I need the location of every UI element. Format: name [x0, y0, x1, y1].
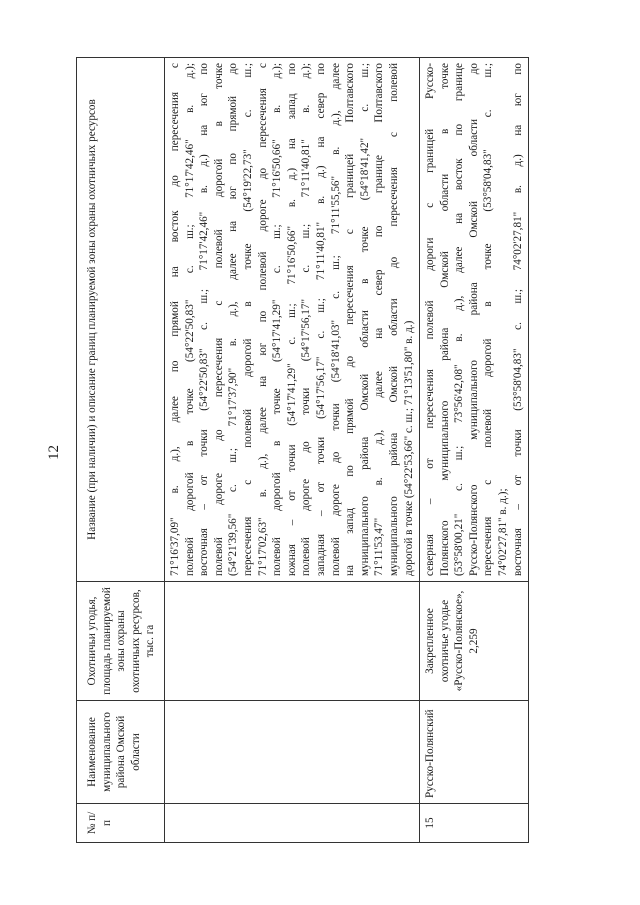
- cell-district: Русско-Полянский: [420, 701, 529, 804]
- header-num: № п/п: [77, 804, 165, 843]
- cell-hunting-ground-continued: [165, 582, 420, 701]
- cell-num: 15: [420, 804, 529, 843]
- description-line: северная – от пересечения полевой дороги с границей Русско-: [424, 63, 437, 576]
- description-line: (53°58'00,21" с. ш.; 73°56'42,08" в. д.), далее на восток по границе: [453, 63, 466, 576]
- description-line: полевой дороге до пересечения с полевой дорогой в точке: [212, 63, 225, 576]
- description-line: пересечения с полевой дорогой в точке (53°58'04,83" с. ш.;: [482, 63, 495, 576]
- description-line: 71°17'02,63" в. д.), далее на юг по полевой дороге до пересечения с: [256, 63, 269, 576]
- description-line: 71°16'37,09" в. д.), далее по прямой на восток до пересечения с: [169, 63, 181, 576]
- table-row: [420, 58, 529, 843]
- header-description: Название (при наличии) и описание границ планируемой зоны охраны охотничьих ресурсов: [77, 58, 165, 582]
- table-header-row: [77, 58, 165, 843]
- description-line: дорогой в точке (54°22'53,66" с. ш.; 71°13'51,80" в. д.): [402, 320, 415, 576]
- description-line: Русско-Полянского муниципального района Омской области до: [467, 63, 480, 576]
- cell-hunting-ground: Закрепленное охотничье угодье «Русско-Полянское», 2,259: [420, 582, 529, 701]
- table-row: [165, 58, 420, 843]
- header-hunting-ground: Охотничьи угодья, площадь планируемой зоны охраны охотничьих ресурсов, тыс. га: [77, 582, 165, 701]
- description-line: 71°11'53,47" в. д.), далее на север по границе Полтавского: [373, 63, 386, 576]
- description-line: муниципального района Омской области в точке (54°18'41,42" с. ш.;: [358, 63, 371, 576]
- description-line: полевой дороге до точки (54°17'56,17" с. ш.; 71°11'40,81" в. д.);: [300, 63, 313, 576]
- description-line: южная – от точки (54°17'41,29" с. ш.; 71°16'50,66" в. д.) на запад по: [285, 63, 298, 576]
- description-line: восточная – от точки (53°58'04,83" с. ш.; 74°02'27,81" в. д.) на юг по: [511, 63, 524, 576]
- description-line: западная – от точки (54°17'56,17" с. ш.; 71°11'40,81" в. д.) на север по: [314, 63, 327, 576]
- description-line: (54°21'39,56" с. ш.; 71°17'37,90" в. д.), далее на юг по прямой до: [227, 63, 240, 576]
- description-line: 74°02'27,81" в. д.);: [497, 488, 510, 576]
- header-district: Наименование муниципального района Омской области: [77, 701, 165, 804]
- description-line: полевой дорогой в точке (54°22'50,83" с. ш.; 71°17'42,46" в. д.);: [183, 63, 196, 576]
- cell-description-continued: [165, 58, 420, 582]
- description-line: на запад по прямой до пересечения с границей Полтавского: [344, 63, 357, 576]
- description-line: муниципального района Омской области до пересечения с полевой: [387, 63, 400, 576]
- description-line: полевой дорогой в точке (54°17'41,29" с. ш.; 71°16'50,66" в. д.);: [271, 63, 284, 576]
- description-line: восточная – от точки (54°22'50,83" с. ш.; 71°17'42,46" в. д.) на юг по: [198, 63, 211, 576]
- cell-num-continued: [165, 804, 420, 843]
- cell-description: [420, 58, 529, 582]
- description-line: полевой дороге до точки (54°18'41,03" с. ш.; 71°11'55,56" в. д.), далее: [329, 63, 342, 576]
- cell-district-continued: [165, 701, 420, 804]
- page-number: 12: [46, 445, 62, 460]
- description-line: пересечения с полевой дорогой в точке (54°19'22,73" с. ш.;: [241, 63, 254, 576]
- description-line: Полянского муниципального района Омской области в точке: [438, 63, 451, 576]
- hunting-zones-table: [76, 57, 529, 843]
